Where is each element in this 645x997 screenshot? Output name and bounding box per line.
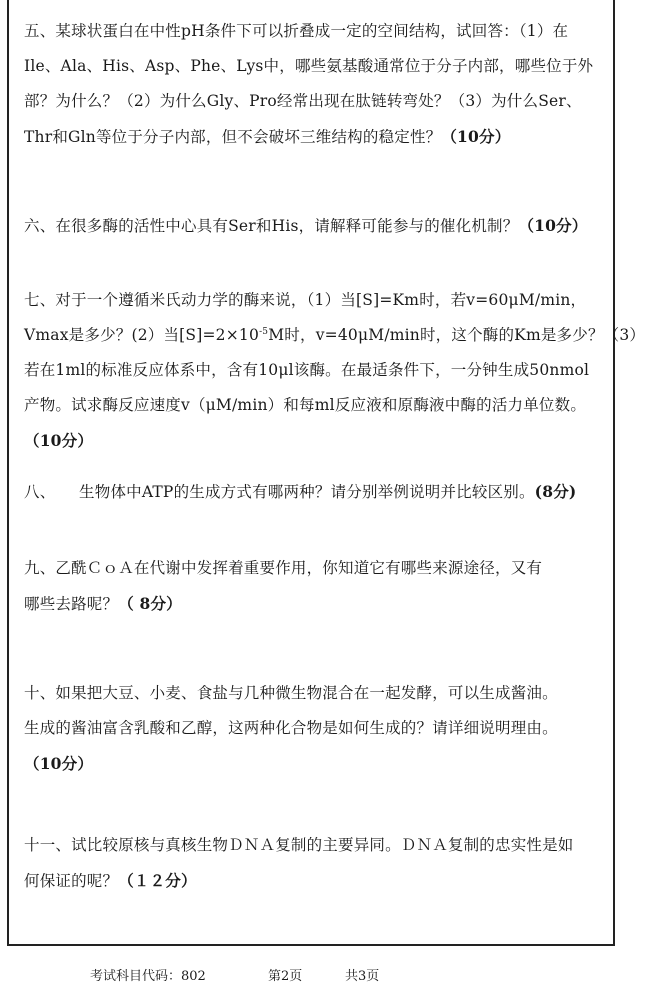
question-text: Thr和Gln等位于分子内部，但不会破坏三维结构的稳定性？ [24, 128, 442, 146]
question-score: （10分） [24, 431, 94, 450]
question-score: （10分） [518, 216, 588, 235]
question-line [24, 474, 600, 510]
question-line: 若在1ml的标准反应体系中，含有10μl该酶。在最适条件下，一分钟生成50nmol [24, 361, 590, 379]
question-score: (8分) [534, 482, 577, 501]
question-line [24, 863, 600, 899]
subject-code: 考试科目代码：802 [90, 969, 206, 984]
total-pages: 共3页 [345, 969, 380, 984]
exponent: -5 [259, 326, 269, 337]
page-footer [0, 965, 623, 989]
question-8 [24, 474, 600, 510]
question-line [24, 318, 645, 353]
question-score: （10分） [441, 127, 511, 146]
question-text: 八、 生物体中ATP的生成方式有哪两种？请分别举例说明并比较区别。 [24, 483, 535, 501]
question-text: Vmax是多少？(2）当[S]=2×10 [24, 326, 260, 344]
question-line: 七、对于一个遵循米氏动力学的酶来说，（1）当[S]=Km时，若v=60μM/min， [24, 291, 587, 309]
question-score: （１２分） [118, 871, 197, 890]
question-11 [24, 828, 600, 899]
question-line: 部？为什么？（2）为什么Gly、Pro经常出现在肽链转弯处？（3）为什么Ser、 [24, 92, 582, 110]
question-line: 九、乙酰ＣｏＡ在代谢中发挥着重要作用，你知道它有哪些来源途径，又有 [24, 559, 543, 577]
question-score: （10分） [24, 754, 94, 773]
question-7 [24, 283, 645, 458]
question-6 [24, 208, 600, 244]
question-line: Ile、Ala、His、Asp、Phe、Lys中，哪些氨基酸通常位于分子内部，哪些位于外 [24, 57, 594, 75]
question-text: 哪些去路呢？ [24, 595, 119, 613]
question-5 [24, 14, 600, 155]
question-text: 何保证的呢？ [24, 872, 119, 890]
question-9 [24, 551, 600, 622]
question-score: （ 8分） [118, 594, 182, 613]
question-line [24, 208, 600, 244]
question-line: 十一、试比较原核与真核生物ＤＮＡ复制的主要异同。ＤＮＡ复制的忠实性是如 [24, 836, 574, 854]
question-text: M时，v=40μM/min时，这个酶的Km是多少？（3） [268, 326, 645, 344]
question-text: 六、在很多酶的活性中心具有Ser和His，请解释可能参与的催化机制？ [24, 217, 519, 235]
question-line [24, 586, 600, 622]
question-line: 五、某球状蛋白在中性pH条件下可以折叠成一定的空间结构，试回答：（1）在 [24, 22, 569, 40]
question-line: 生成的酱油富含乳酸和乙醇，这两种化合物是如何生成的？请详细说明理由。 [24, 719, 558, 737]
question-10 [24, 676, 600, 781]
question-line [24, 119, 600, 155]
page-number: 第2页 [268, 969, 303, 984]
question-line: 产物。试求酶反应速度v（μM/min）和每ml反应液和原酶液中酶的活力单位数。 [24, 396, 587, 414]
question-line: 十、如果把大豆、小麦、食盐与几种微生物混合在一起发酵，可以生成酱油。 [24, 684, 558, 702]
